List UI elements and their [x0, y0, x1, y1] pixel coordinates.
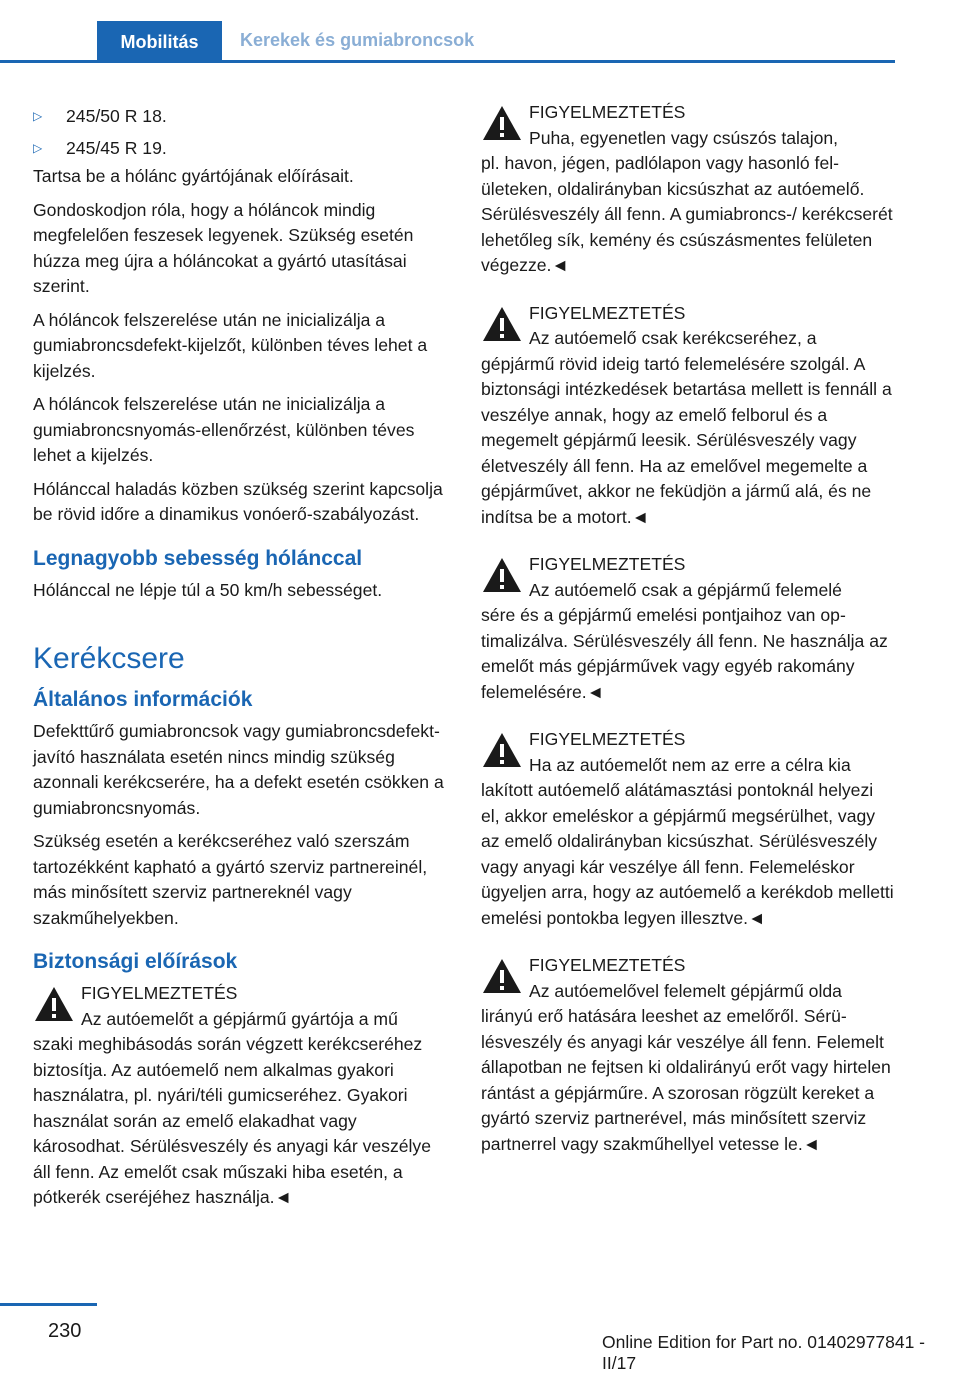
- heading-safety: Biztonsági előírások: [33, 950, 238, 973]
- warning-text-first: Az autóemelő csak kerékcseréhez, a: [529, 328, 817, 348]
- footer-rule: [0, 1303, 97, 1306]
- warning-triangle-icon: [481, 305, 523, 343]
- warning-block: [481, 552, 896, 705]
- warning-text-first: Puha, egyenetlen vagy csúszós talajon,: [529, 127, 839, 148]
- header-subsection-tab[interactable]: Kerekek és gumiabroncsok: [240, 30, 475, 50]
- warning-title: FIGYELMEZTETÉS: [529, 729, 686, 749]
- triangle-bullet-icon: ▷: [33, 109, 43, 123]
- paragraph: Gondoskodjon róla, hogy a hóláncok mindig megfelelően feszesek legyenek. Szükség esetén húzza meg újra a hóláncokat a gyártó utasításai szerint.: [33, 199, 414, 296]
- warning-block: [481, 727, 896, 931]
- paragraph: A hóláncok felszerelése után ne inicializálja a gumiabroncsnyomás-ellenőrzést, különben téves lehet a kijelzés.: [33, 394, 415, 465]
- warning-title: FIGYELMEZTETÉS: [529, 102, 686, 122]
- warning-text: lirányú erő hatására leeshet az emelőről. Sérülésveszély és anyagi kár veszélye áll fenn. Felemelt állapotban ne fejtsen ki oldalirányú erőt vagy hirtelen rántást a gépjárműre. A szorosan rögzült kereket a gyártó szerviz partnerével, más minősített szerviz partnerrel vagy szakműhellyel vetesse le.◄: [481, 1006, 891, 1154]
- list-item-text: 245/45 R 19.: [66, 137, 167, 158]
- heading-general-info: Általános információk: [33, 688, 253, 711]
- paragraph: Szükség esetén a kerékcseréhez való szerszám tartozékként kapható a gyártó szerviz partnereinél, más minősített szerviz partnereknél vagy szakműhelyekben.: [33, 831, 428, 928]
- triangle-bullet-icon: ▷: [33, 141, 43, 155]
- heading-wheel-change: Kerékcsere: [33, 642, 185, 675]
- right-column: [481, 100, 896, 1179]
- warning-block: [481, 301, 896, 531]
- warning-text-first: Az autóemelőt a gépjármű gyártója a mű: [81, 1008, 398, 1029]
- warning-text-first: Az autóemelővel felemelt gépjármű olda: [529, 980, 842, 1001]
- warning-block: [481, 100, 896, 279]
- warning-block: [33, 981, 448, 1211]
- paragraph: Tartsa be a hólánc gyártójának előírásait.: [33, 166, 354, 186]
- page-number: 230: [48, 1320, 82, 1342]
- warning-text-first: Az autóemelő csak a gépjármű felemelé: [529, 579, 842, 600]
- list-item-text: 245/50 R 18.: [66, 105, 167, 126]
- warning-title: FIGYELMEZTETÉS: [529, 302, 686, 323]
- warning-title: FIGYELMEZTETÉS: [529, 554, 686, 574]
- warning-triangle-icon: [481, 104, 523, 142]
- warning-triangle-icon: [33, 985, 75, 1023]
- paragraph: Hólánccal ne lépje túl a 50 km/h sebességet.: [33, 579, 383, 600]
- paragraph: Defekttűrő gumiabroncsok vagy gumiabroncsdefekt-javító használata esetén nincs mindig szükség azonnali kerékcserére, ha a defekt esetén csökken a gumiabroncsnyomás.: [33, 721, 444, 818]
- warning-text: pl. havon, jégen, padlólapon vagy hasonló felületeken, oldalirányban kicsúszhat az autóemelő. Sérülésveszély áll fenn. A gumiabroncs-/ kerékcserét lehetőleg sík, kemény és csúszásmentes felületen végezze.◄: [481, 153, 893, 275]
- warning-text: lakított autóemelő alátámasztási pontoknál helyezi el, akkor emeléskor a gépjármű megsérülhet, vagy az emelő oldalirányban kicsúszhat. Sérülésveszély vagy anyagi kár veszélye áll fenn. Felemeléskor ügyeljen arra, hogy az autóemelő a kerékdob melletti emelési pontokba legyen illesztve.◄: [481, 780, 894, 928]
- header-section-tab[interactable]: Mobilitás: [97, 21, 222, 63]
- edition-note: Online Edition for Part no. 01402977841 - II/17: [602, 1332, 925, 1373]
- heading-max-speed: Legnagyobb sebesség hólánccal: [33, 546, 363, 570]
- warning-text-first: Ha az autóemelőt nem az erre a célra kia: [529, 754, 851, 775]
- left-column: [33, 100, 448, 1233]
- warning-block: [481, 953, 896, 1157]
- warning-text: szaki meghibásodás során végzett kerékcseréhez biztosítja. Az autóemelő nem alkalmas gyakori használatra, pl. nyári/téli gumicseréhez. Gyakori használat során az emelő elakadhat vagy károsodhat. Sérülésveszély és anyagi kár veszélye áll fenn. Az emelőt csak műszaki hiba esetén, a pótkerék cseréjéhez használja.◄: [33, 1034, 432, 1207]
- paragraph: Hólánccal haladás közben szükség szerint kapcsolja be rövid időre a dinamikus vonóerő-szabályozást.: [33, 478, 443, 524]
- paragraph: A hóláncok felszerelése után ne inicializálja a gumiabroncsdefekt-kijelzőt, különben téves lehet a kijelzés.: [33, 309, 428, 381]
- warning-text: gépjármű rövid ideig tartó felemelésére szolgál. A biztonsági intézkedések betartása mellett is fennáll a veszélye annak, hogy az emelő felborul és a megemelt gépjármű leesik. Sérülésveszély vagy életveszély áll fenn. Ha az emelővel megemelte a gépjárművet, akkor ne feküdjön a jármű alá, és ne indítsa be a motort.◄: [481, 353, 892, 527]
- warning-triangle-icon: [481, 957, 523, 995]
- warning-title: FIGYELMEZTETÉS: [529, 955, 686, 975]
- warning-title: FIGYELMEZTETÉS: [81, 983, 238, 1003]
- warning-text: sére és a gépjármű emelési pontjaihoz van optimalizálva. Sérülésveszély áll fenn. Ne használja az emelőt más gépjárművek vagy egyéb rakomány felemelésére.◄: [481, 605, 888, 702]
- list-item: [33, 100, 448, 132]
- warning-triangle-icon: [481, 556, 523, 594]
- warning-triangle-icon: [481, 731, 523, 769]
- list-item: [33, 132, 448, 164]
